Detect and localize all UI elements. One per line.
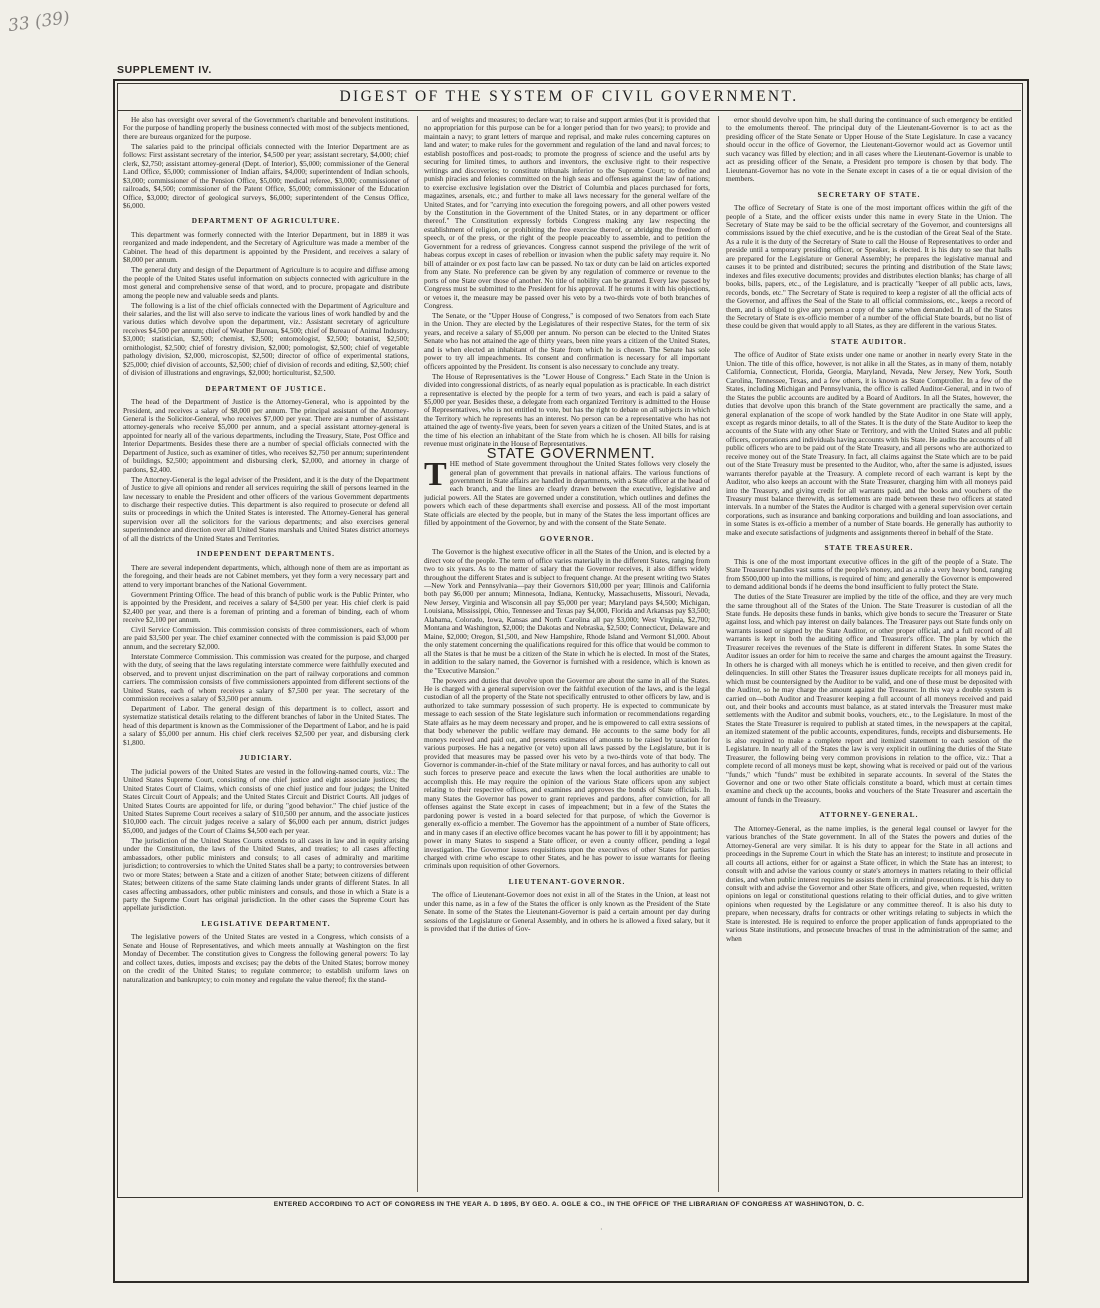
paragraph: The jurisdiction of the United States Courts extends to all cases in law and in equity arising under the Constitution, the laws of the United States, and treaties; to all cases affecting ambassadors, other public ministers and consuls; to all cases of admiralty and maritime jurisdiction; to controversies to which the United States shall be a party; to controversies between two or more States; between a State and a citizen of another State; between citizens of different States; between citizens of the same State claiming lands under grants of different States. In all cases affecting ambassadors, other public ministers and consuls, and those in which a State is a party the Supreme Court has original jurisdiction. In the other cases the Supreme Court has appellate jurisdiction. — [123, 835, 409, 913]
paragraph — [424, 456, 710, 528]
paragraph: There are several independent departments, which, although none of them are as important as the foregoing, and their heads are not Cabinet members, yet they form a very necessary part and attend to very important branches of the National Government. — [123, 562, 409, 589]
paragraph: The powers and duties that devolve upon the Governor are about the same in all of the States. He is charged with a general supervision over the faithful execution of the laws, and is the legal custodian of all the property of the State not specifically entrusted to other officers by law, and is authorized to take summary possession of such property. He is expected to communicate by message to each session of the State legislature such information or recommendations regarding State affairs as he may deem necessary and proper, and he is empowered to call extra sessions of that body whenever the public welfare may demand. He accounts to the same body for all moneys received and paid out, and presents estimates of amounts to be raised by taxation for various purposes. He has a negative (or veto) upon all laws passed by the Legislature, but it is provided that measures may be passed over his veto by a two-thirds vote of that body. The Governor is commander-in-chief of the State military or naval forces, and has authority to call out such forces to preserve peace and execute the laws when the local authorities are unable to accomplish this. He may require the opinion of the various State officers upon any subject relating to their respective offices, and examines and approves the bonds of State officials. In many States the Governor has power to grant reprieves and pardons, after conviction, for all offenses against the State except in cases of impeachment; but in a few of the States the pardoning power is vested in a board selected for that purpose, of which the Governor is generally ex-officio a member. The Governor has the appointment of a number of State officers, and in many cases if an elective office becomes vacant he has power to fill it by appointment; has power in many States to suspend a State officer, or even a county officer, pending a legal investigation. The Governor issues requisitions upon the executives of other States for parties charged with crime who escape to other States, and he has power to issue warrants for fleeing criminals upon requisition of other Governors. — [424, 675, 710, 871]
paragraph: The salaries paid to the principal officials connected with the Interior Department are as follows: First assistant secretary of the interior, $4,500 per year; assistant secretary, $4,000; chief clerk, $2,750; assistant attorney-general (Dept. of Interior), $5,000; commissioner of the General Land Office, $5,000; commissioner of Indian affairs, $4,000; superintendent of Indian schools, $3,000; commissioner of the Pension Office, $5,000; medical referee, $3,000; commissioner of railroads, $4,500; commissioner of the Patent Office, $5,000; commissioner of the Education Office, $3,000; director of geological surveys, $6,000; superintendent of the Census Office, $6,000. — [123, 141, 409, 211]
paragraph: This department was formerly connected with the Interior Department, but in 1889 it was reorganized and made independent, and the Secretary of Agriculture was made a member of the Cabinet. The head of this department is appointed by the President, and receives a salary of $8,000 per annum. — [123, 229, 409, 265]
column-2 — [424, 116, 710, 1192]
paragraph: Department of Labor. The general design of this department is to collect, assort and systematize statistical details relating to the different branches of labor in the United States. The head of this department is known as the Commissioner of the Department of Labor, and he is paid a salary of $5,000 per annum. His chief clerk receives $2,500 per year, and disbursing clerk $1,800. — [123, 704, 409, 747]
paragraph: Civil Service Commission. This commission consists of three commissioners, each of whom are paid $3,500 per year. The chief examiner connected with the commission is paid $3,000 per annum, and the secretary $2,000. — [123, 624, 409, 651]
paragraph: The House of Representatives is the "Lower House of Congress." Each State in the Union is divided into congressional districts, of as nearly equal population as is practicable. In each district a representative is elected by the people for a term of two years, and each is paid a salary of $5,000 per year. Besides these, a delegate from each organized Territory is admitted to the House of Representatives, who is not entitled to vote, but has the right to debate on all subjects in which the Territory which he represents has an interest. No person can be a representative who has not attained the age of twenty-five years, been for seven years a citizen of the United States, and is at the time of his election an inhabitant of the State from which he is chosen. All bills for raising revenue must originate in the House of Representatives. — [424, 371, 710, 449]
paragraph: The head of the Department of Justice is the Attorney-General, who is appointed by the President, and receives a salary of $8,000 per annum. The principal assistant of the Attorney-General is the Solicitor-General, who receives $7,000 per year. There are a number of assistant attorney-generals who receive $5,000 per annum, and a special assistant attorney-general is appointed for nearly all of the various departments, including the Treasury, State, Post Office and Interior Departments. Besides these there are a number of special officials connected with the Department of Justice, such as examiner of titles, who receives $2,750 per annum; superintendent of buildings, $2,500; appointment and disbursing clerk, $2,000, and attorney in charge of pardons, $2,400. — [123, 397, 409, 474]
paragraph-text: HE method of State government throughout the United States follows very closely the general plan of government that prevails in national affairs. The various functions of government in State affairs are handled in departments, with a State officer at the head of each branch, and the lines are clearly drawn between the executive, legislative and judicial powers. All the States are governed under a constitution, which outlines and defines the powers which each of these departments shall exercise and possess. All of the most important State officials are elected by the people, but in many of the States the less important offices are filled by appointment of the Governor, by and with the consent of the State Senate. — [424, 459, 710, 528]
paragraph: ard of weights and measures; to declare war; to raise and support armies (but it is provided that no appropriation for this purpose can be for a longer period than for two years); to provide and maintain a navy; to grant letters of marque and reprisal, and make rules concerning captures on land and water; to make rules for the government and regulation of the land and naval forces; to establish postoffices and post-roads; to promote the progress of science and the useful arts by securing for limited times, to authors and inventors, the exclusive right to their respective writings and discoveries; to constitute tribunals inferior to the Supreme Court; to define and punish piracies and felonies committed on the high seas and offenses against the law of nations; to exercise exclusive legislation over the District of Columbia and places purchased for forts, magazines, arsenals, etc.; and further to make all laws necessary for the general welfare of the United States, and for "carrying into execution the foregoing powers, and all other powers vested by the Constitution in the Government of the United States, or in any department or officer thereof." The Constitution expressly forbids Congress making any law respecting the establishment of religion, or prohibiting the free exercise thereof, or abridging the freedom of speech, or of the press, or the right of the people peaceably to assemble, and to petition the Government for a redress of grievances. Congress cannot suspend the privilege of the writ of habeas corpus except in cases of rebellion or invasion when the public safety may require it. No bill of attainder or ex post facto law can be passed. No tax or duty can be laid on articles exported from any State. No preference can be given by any regulation of commerce or revenue to the ports of one State over those of another. No title of nobility can be granted. Every law passed by Congress must be submitted to the President for his approval. If he returns it with his objections, or vetoes it, the measure may be passed over his veto by a two-thirds vote of both branches of Congress. — [424, 116, 710, 310]
section-heading-lieutenant-governor: LIEUTENANT-GOVERNOR. — [508, 876, 626, 886]
paragraph: He also has oversight over several of the Government's charitable and benevolent institutions. For the purpose of handling properly the business connected with most of the subjects mentioned, there are bureaus organized for the purpose. — [123, 116, 409, 141]
column-rule — [718, 116, 719, 1192]
section-title-state-government: STATE GOVERNMENT. — [486, 446, 656, 463]
paragraph: The following is a list of the chief officials connected with the Department of Agriculture and their salaries, and the list will also serve to indicate the various lines of work handled by and the various duties which devolve upon the department, viz.: Assistant secretary of agriculture receives $4,500 per annum; chief of Weather Bureau, $4,500; chief of Bureau of Animal Industry, $3,000; statistician, $2,500; chemist, $2,500; entomologist, $2,500; botanist, $2,500; ornithologist, $2,500; chief of forestry division, $2,000; pomologist, $2,500; chief of vegetable pathology division, $2,000, microscopist, $2,500; director of office of experimental stations, $25,000; chief division of accounts, $2,500; chief of division of records and editing, $2,500; chief of division of illustrations and engravings, $2,000; horticulturist, $2,500. — [123, 300, 409, 378]
paragraph: The judicial powers of the United States are vested in the following-named courts, viz.: The United States Supreme Court, consisting of one chief justice and eight associate justices; the United States Court of Claims, which consists of one chief justice and four judges; the United States Circuit Court of Appeals; and the United States Circuit and District Courts. All judges of United States Courts are appointed for life, or during "good behavior." The chief justice of the United States Supreme Court receives a salary of $10,500 per annum, and the associate justices $10,000 each. The circuit judges receive a salary of $6,000 each per annum, district judges $5,000, and judges of the Court of Claims $4,500 each per year. — [123, 766, 409, 835]
paragraph: The duties of the State Treasurer are implied by the title of the office, and they are very much the same throughout all of the States of the Union. The State Treasurer is custodian of all the State funds. He deposits these funds in banks, which give bonds to secure the Treasurer or State against loss, and which pay interest on daily balances. The Treasurer pays out State funds only on warrants issued or signed by the State Auditor, or other proper official, and a full record of all warrants is kept in both the auditing office and Treasurer's office. The plan by which the Treasurer receives the revenues of the State is different in different States. In some States the Auditor issues an order for him to receive the same and charges the amount against the Treasury. In others he is charged with all moneys which he is entitled to receive, and then given credit for delinquencies. In still other States the Treasurer issues duplicate receipts for all moneys paid in, which must be countersigned by the Auditor to be valid, and one of these must be deposited with the Auditor, so he may charge the amount against the Treasurer. In this way a double system is carried on—both Auditor and Treasurer keeping a full account of all moneys received and paid out, and their books and accounts must balance, as at stated intervals the Treasurer must make settlements with the Auditor and submit books, vouchers, etc., to the Legislature. In most of the States the State Treasurer is required to publish at stated times, in the newspapers at the capital, an itemized statement of the public accounts, expenditures, funds, receipts and disbursements. He is also required to make a complete report and itemized statement to each session of the Legislature. In nearly all of the States the law is very explicit in outlining the duties of the State Treasurer, the following being very common provisions in relation to the office, viz.: That a complete record of all moneys must be kept, showing what is received or paid out of the various "funds," which "funds" must be exhibited in separate accounts. In several of the States the Governor and one or two other State officials constitute a board, which must at certain times examine and check up the accounts, books and vouchers of the State Treasurer and ascertain the amount of funds in the Treasury. — [726, 592, 1012, 804]
column-rule — [417, 116, 418, 1192]
page-title: DIGEST OF THE SYSTEM OF CIVIL GOVERNMENT. — [339, 88, 799, 105]
section-heading-judiciary: JUDICIARY. — [239, 753, 293, 763]
section-heading-attorney-general: ATTORNEY-GENERAL. — [819, 810, 919, 820]
paragraph: Government Printing Office. The head of this branch of public work is the Public Printer, who is appointed by the President, and receives a salary of $4,500 per year. His chief clerk is paid $2,400 per year, and there is a foreman of printing and a foreman of binding, each of whom receive $2,100 per annum. — [123, 589, 409, 624]
paragraph: The general duty and design of the Department of Agriculture is to acquire and diffuse among the people of the United States useful information on subjects connected with agriculture in the most general and comprehensive sense of that word, and to procure, propagate and distribute among the people new and valuable seeds and plants. — [123, 265, 409, 300]
paragraph: The office of Auditor of State exists under one name or another in nearly every State in the Union. The title of this office, however, is not alike in all the States, as in many of them, notably California, Connecticut, Florida, Georgia, Maryland, Nevada, New Jersey, New York, South Carolina, Tennessee, Texas, and a few others, it is known as State Comptroller. In a few of the States, including Michigan and Pennsylvania, the office is called Auditor-General, and in two of the States the public accounts are audited by a Board of Auditors. In all the States, however, the duties that devolve upon this branch of the State government are practically the same, and a general explanation of the scope of work handled by the State Auditor in one State will apply, except as regards minor details, to all of the States. It is the duty of the State Auditor to keep the accounts of the State with any other State or Territory, and with the United States and all public officers, corporations and individuals having accounts with his State. He audits the accounts of all public officers who are to be paid out of the State Treasury, and all persons who are authorized to receive money out of the State Treasury. In fact, all claims against the State which are to be paid out of the State Treasury must be presented to the Auditor, who, after the same is adjusted, issues warrants therefor payable at the Treasury. A complete record of each warrant is kept by the Auditor, who also keeps an account with the State Treasurer, charging him with all moneys paid into the Treasury, and giving credit for all warrants paid, and the books and vouchers of the Treasury must balance therewith, as settlements are made between these two officers at stated intervals. In a number of the States the Auditor is charged with a general supervision over certain corporations, such as insurance and banking corporations and building and loan associations, and in some States is ex-officio a member of a number of State boards. He generally has authority to make and execute satisfactions of judgments and assignments thereof in behalf of the State. — [726, 350, 1012, 537]
drop-cap: T — [424, 456, 447, 494]
section-heading-state-treasurer: STATE TREASURER. — [824, 543, 914, 553]
section-heading-legislative: LEGISLATIVE DEPARTMENT. — [201, 918, 331, 928]
paragraph: The Senate, or the "Upper House of Congress," is composed of two Senators from each State in the Union. They are elected by the Legislatures of their respective States, for the term of six years, and receive a salary of $5,000 per annum. No person can be elected to the United States Senate who has not attained the age of thirty years, been nine years a citizen of the United States, and is when elected an inhabitant of the State from which he is chosen. The Senate has sole power to try all impeachments. Its consent and confirmation is necessary for all important officers appointed by the President. Its consent is also necessary to conclude any treaty. — [424, 310, 710, 371]
section-heading-governor: GOVERNOR. — [539, 533, 595, 543]
section-heading-justice: DEPARTMENT OF JUSTICE. — [205, 383, 327, 393]
paragraph: Interstate Commerce Commission. This commission was created for the purpose, and charged with the duty, of seeing that the laws regulating interstate commerce were faithfully executed and observed, and to prevent unjust discrimination on the part of railway corporations and common carriers. The commission consists of five commissioners appointed from different sections of the United States, each of whom receives a salary of $7,500 per year. The secretary of the commission receives a salary of $3,500 per annum. — [123, 651, 409, 704]
column-3 — [726, 116, 1012, 1192]
section-heading-agriculture: DEPARTMENT OF AGRICULTURE. — [191, 216, 341, 226]
paragraph: This is one of the most important executive offices in the gift of the people of a State. The State Treasurer handles vast sums of the people's money, and as a rule a very heavy bond, ranging from $500,000 up into the millions, is required of him; and generally the Governor is empowered to demand additional bonds if he deems the bond insufficient to fully protect the State. — [726, 556, 1012, 592]
section-heading-secretary-of-state: SECRETARY OF STATE. — [817, 189, 921, 199]
paragraph: The office of Lieutenant-Governor does not exist in all of the States in the Union, at least not under this name, as in a few of the States the officer is only known as the President of the State Senate. In some of the States the Lieutenant-Governor is paid a certain amount per day during sessions of the Legislature or General Assembly, and in others he is allowed a fixed salary, but it is provided that if the duties of Gov- — [424, 890, 710, 934]
paragraph: The office of Secretary of State is one of the most important offices within the gift of the people of a State, and the officer exists under this name in every State in the Union. The Secretary of State may be said to be the official secretary of the Governor, and countersigns all commissions issued by the chief executive, and he is the custodian of the Great Seal of the State. As a rule it is the duty of the Secretary of State to call the House of Representatives to order and preside until a temporary presiding officer, or Speaker, is elected. It is his duty to see that halls are prepared for the Legislature or General Assembly; he prepares the legislative manual and causes it to be printed and distributed; secures the printing and distribution of the State laws; indexes and files executive documents; provides and distributes election blanks; has charge of all books, bills, papers, etc., of the Legislature, and is practically "keeper of all public acts, laws, records, bonds, etc." The Secretary of State is required to keep a register of all the official acts of the Governor, and affixes the Seal of the State to all official commissions, etc., keeps a record of them, and is obliged to give any person a copy of the same when demanded. In all of the States the Secretary of State is ex-officio member of a number of the official State boards, but no list of these could be given that would apply to all States, as they are different in the various States. — [726, 203, 1012, 331]
supplement-label: SUPPLEMENT IV. — [117, 64, 212, 76]
paragraph: The Governor is the highest executive officer in all the States of the Union, and is elected by a direct vote of the people. The term of office varies materially in the different States, ranging from two to six years. As to the matter of salary that the Governor receives, it also differs widely throughout the different States and is subject to frequent change. At the present writing two States—New York and Pennsylvania—pay their Governors $10,000 per year; Illinois and California both pay $6,000 per annum; Minnesota, Indiana, Kentucky, Massachusetts, Missouri, Nevada, New Jersey, Virginia and Wisconsin all pay $5,000 per year; Maryland pays $4,500; Michigan, Louisiana, Mississippi, Ohio, Tennessee and Texas pay $4,000, Florida and Arkansas pay $3,500; Alabama, Colorado, Iowa, Kansas and North Carolina all pay $3,000; West Virginia, $2,700; Montana and Washington, $2,000; the Dakotas and Nebraska, $2,500; Connecticut, Delaware and Maine, $2,000; Oregon, $1,500, and New Hampshire, Rhode Island and Vermont $1,000. About the only statement concerning the qualifications required for this office that would be common to all the States is that he must be a citizen of the State in which he is elected. In most of the States, in addition to the salary named, the Governor is furnished with a residence, which is known as the "Executive Mansion." — [424, 547, 710, 675]
paragraph: The Attorney-General, as the name implies, is the general legal counsel or lawyer for the various branches of the State government. In all of the States the powers and duties of the Attorney-General are very similar. It is his duty to appear for the State in all actions and proceedings in the Supreme Court in which the State has an interest; to institute and prosecute in all courts all actions, either for or against a State officer, in which the State has an interest; to consult with and advise the various county or state's attorneys in matters relating to their official duties, and when public interest requires he assists them in criminal prosecutions. It is his duty to consult with and advise the Governor and other State officers, and give, when requested, written opinions on legal or constitutional questions relating to their official duties, and to give written opinions when requested by the Legislature or any committee thereof. It is also his duty to prepare, when necessary, drafts for contracts or other writings relating to subjects in which the State is interested. He is required to enforce the proper application of funds appropriated to the various State institutions, and prosecute breaches of trust in the administration of the same; and when — [726, 823, 1012, 943]
title-rule — [117, 110, 1021, 111]
paragraph: The Attorney-General is the legal adviser of the President, and it is the duty of the Department of Justice to give all opinions and render all services requiring the skill of persons learned in the law necessary to enable the President and other officers of the various Government departments to discharge their respective duties. This department is also required to prosecute or defend all suits or proceedings in which the United States is interested. The Attorney-General has general supervision over all the solicitors for the various departments; and also exercises general superintendence and direction over all United States marshals and United States district attorneys of all the districts of the United States and Territories. — [123, 474, 409, 543]
paragraph: ernor should devolve upon him, he shall during the continuance of such emergency be entitled to the emoluments thereof. The principal duty of the Lieutenant-Governor is to act as the presiding officer of the State Senate or Upper House of the State Legislature. In case a vacancy should occur in the office of Governor, the Lieutenant-Governor would act as Governor until such vacancy was filled by election; and in all cases where the Lieutenant-Governor is unable to act as presiding officer of the Senate, a President pro tempore is chosen by that body. The Lieutenant-Governor has no vote in the Senate except in cases of a tie or equal division of the members. — [726, 116, 1012, 184]
section-heading-state-auditor: STATE AUDITOR. — [831, 336, 907, 346]
pencil-page-number: 33 (39) — [6, 7, 72, 37]
column-1 — [123, 116, 409, 1192]
paragraph: The legislative powers of the United States are vested in a Congress, which consists of a Senate and House of Representatives, and which meets annually at Washington on the first Monday of December. The constitution gives to Congress the following general powers: To lay and collect taxes, duties, imposts and excises; pay the debts of the United States; borrow money on the credit of the United States; to regulate commerce; to establish uniform laws on naturalization and bankruptcy; to coin money and regulate the value thereof; fix the stand- — [123, 932, 409, 984]
decorative-mark: · — [600, 1225, 603, 1234]
copyright-footer: ENTERED ACCORDING TO ACT OF CONGRESS IN THE YEAR A. D 1895, BY GEO. A. OGLE & CO., IN THE OFFICE OF THE LIBRARIAN OF CONGRESS AT WASHINGTON, D. C. — [273, 1201, 865, 1208]
section-heading-independent: INDEPENDENT DEPARTMENTS. — [196, 549, 336, 559]
